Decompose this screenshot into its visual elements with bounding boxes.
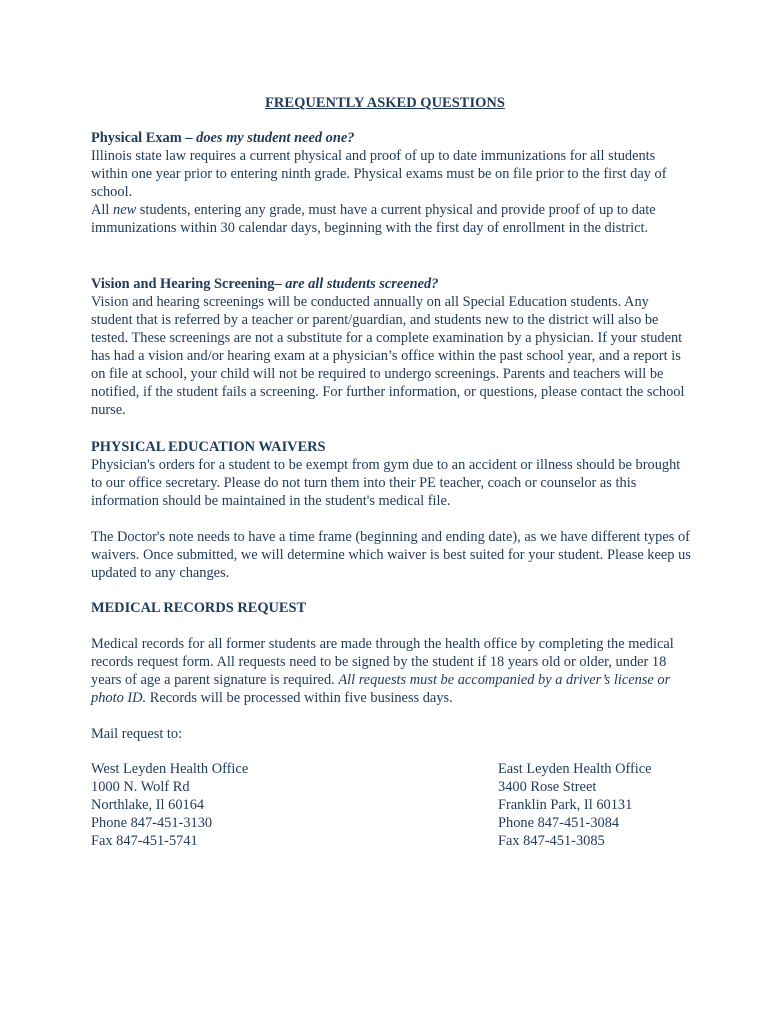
medical-records-section <box>91 599 691 743</box>
pe-waivers-paragraph-2: The Doctor's note needs to have a time frame (beginning and ending date), as we have different types of waivers. Once submitted, we will determine which waiver is best suited for your student. Please keep us updated to any changes. <box>91 529 691 581</box>
vision-heading-label: Vision and Hearing Screening <box>91 276 275 292</box>
east-leyden-address <box>498 760 652 850</box>
physical-exam-paragraph-2 <box>91 201 691 237</box>
west-phone: Phone 847-451-3130 <box>91 815 213 831</box>
physical-exam-p2-start: All <box>91 202 113 218</box>
west-office-name: West Leyden Health Office <box>91 761 249 777</box>
physical-exam-heading-label: Physical Exam – <box>91 130 197 146</box>
west-leyden-address <box>91 760 248 850</box>
medical-records-body-start: Medical records for all former students are made through the health office by completing the medical records request form. All requests need to be signed by the student if 18 years old or older, under 18 years of age a parent signature is required. <box>91 636 674 688</box>
medical-records-id-requirement: All requests must be accompanied by a driver’s license or photo ID. <box>91 672 671 706</box>
page-title: FREQUENTLY ASKED QUESTIONS <box>265 95 505 111</box>
physical-exam-p2-new: new <box>113 202 137 218</box>
medical-records-body <box>91 635 691 707</box>
medical-records-heading: MEDICAL RECORDS REQUEST <box>91 600 307 616</box>
vision-question: – are all students screened? <box>274 276 439 292</box>
vision-body: Vision and hearing screenings will be conducted annually on all Special Education students. Any student that is referred by a teacher or parent/guardian, and students new to the district will also be tested. These screenings are not a substitute for a complete examination by a physician. If your student has had a vision and/or hearing exam at a physician’s office within the past school year, and a report is on file at school, your child will not be required to undergo screenings. Parents and teachers will be notified, if the student fails a screening. For further information, or questions, please contact the school nurse. <box>91 294 685 418</box>
physical-exam-heading <box>91 129 691 147</box>
west-street: 1000 N. Wolf Rd <box>91 779 190 795</box>
east-office-name: East Leyden Health Office <box>498 761 652 777</box>
east-street: 3400 Rose Street <box>498 779 597 795</box>
east-city: Franklin Park, Il 60131 <box>498 797 633 813</box>
east-fax: Fax 847-451-3085 <box>498 833 605 849</box>
physical-exam-p2-rest: students, entering any grade, must have a current physical and provide proof of up to date immunizations within 30 calendar days, beginning with the first day of enrollment in the district. <box>91 202 656 236</box>
east-phone: Phone 847-451-3084 <box>498 815 620 831</box>
physical-exam-question: does my student need one? <box>196 130 355 146</box>
physical-exam-section <box>91 129 691 237</box>
pe-waivers-heading: PHYSICAL EDUCATION WAIVERS <box>91 439 326 455</box>
medical-records-body-end: Records will be processed within five business days. <box>146 690 453 706</box>
west-city: Northlake, Il 60164 <box>91 797 205 813</box>
mail-request-label: Mail request to: <box>91 726 183 742</box>
physical-exam-paragraph-1: Illinois state law requires a current physical and proof of up to date immunizations for all students within one year prior to entering ninth grade. Physical exams must be on file prior to the first day of school. <box>91 148 667 200</box>
vision-heading <box>91 275 691 293</box>
pe-waivers-section <box>91 438 691 582</box>
vision-hearing-section <box>91 275 691 419</box>
west-fax: Fax 847-451-5741 <box>91 833 198 849</box>
pe-waivers-paragraph-1: Physician's orders for a student to be exempt from gym due to an accident or illness should be brought to our office secretary. Please do not turn them into their PE teacher, coach or counselor as this information should be maintained in the student's medical file. <box>91 457 681 509</box>
